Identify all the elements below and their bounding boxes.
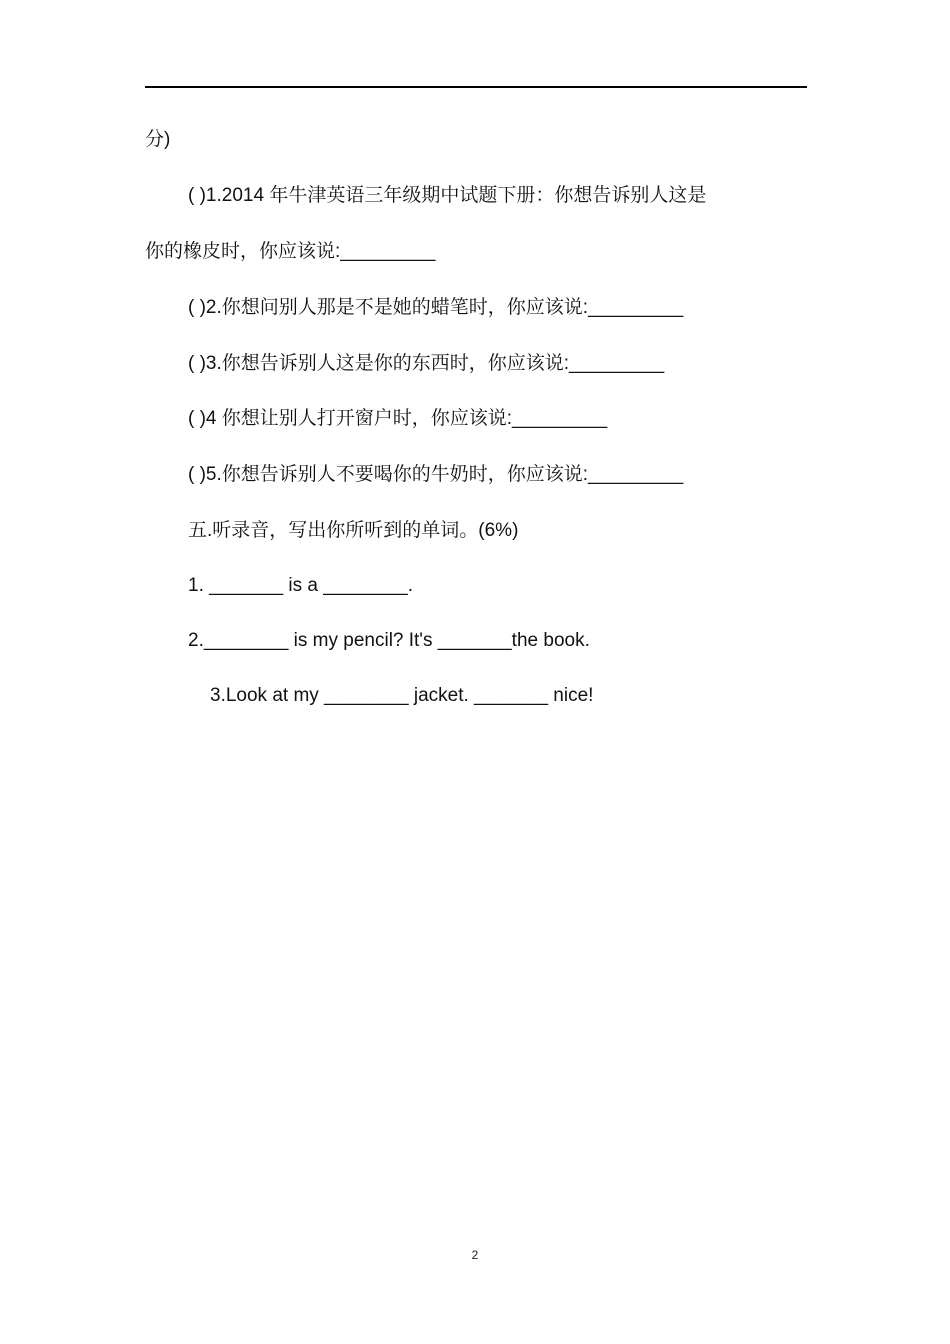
listening-item-2: 2.________ is my pencil? It's _______the book. [188, 630, 590, 651]
question-1-line-2: 你的橡皮时，你应该说:_________ [145, 241, 436, 262]
question-1-line-1: ( )1.2014 年牛津英语三年级期中试题下册：你想告诉别人这是 [188, 185, 707, 206]
question-4: ( )4 你想让别人打开窗户时，你应该说:_________ [188, 408, 608, 429]
listening-item-3: 3.Look at my ________ jacket. _______ nice! [210, 685, 594, 706]
question-3: ( )3.你想告诉别人这是你的东西时，你应该说:_________ [188, 353, 665, 374]
section-five-heading: 五.听录音，写出你所听到的单词。(6%) [188, 520, 519, 541]
header-rule [145, 86, 807, 88]
question-2: ( )2.你想问别人那是不是她的蜡笔时，你应该说:_________ [188, 297, 684, 318]
text-line-score-fragment: 分) [145, 129, 171, 150]
page-number: 2 [471, 1248, 479, 1262]
question-5: ( )5.你想告诉别人不要喝你的牛奶时，你应该说:_________ [188, 464, 684, 485]
listening-item-1: 1. _______ is a ________. [188, 575, 414, 596]
